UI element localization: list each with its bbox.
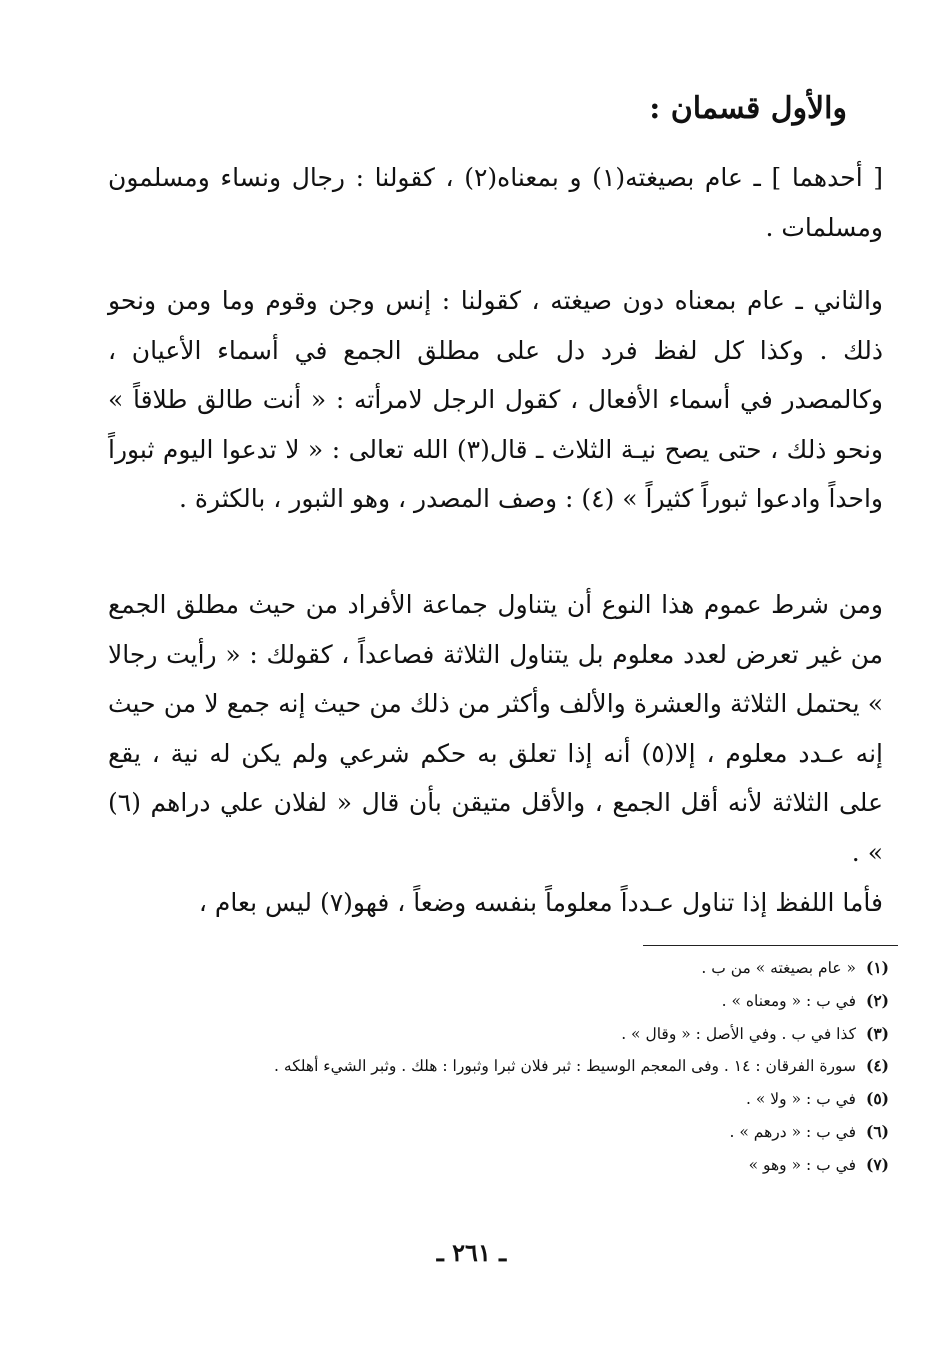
paragraph-1: [ أحدهما ] ـ عام بصيغته(١) و بمعناه(٢) ، كقولنا : رجال ونساء ومسلمون ومسلمات . — [108, 163, 884, 242]
section-heading: والأول قسمان : — [649, 91, 847, 126]
footnote-item — [69, 1083, 889, 1116]
footnote-number: (٦) — [865, 1121, 889, 1141]
footnote-number: (٣) — [865, 1023, 889, 1043]
paragraph-3: ومن شرط عموم هذا النوع أن يتناول جماعة الأفراد من حيث مطلق الجمع من غير تعرض لعدد معلوم بل يتناول الثلاثة فصاعداً ، كقولك : « رأيت رجالا » يحتمل الثلاثة والعشرة والألف وأكثر من ذلك من حيث إنه جمع لا من حيث إنه عـدد معلوم ، إلا(٥) أنه إذا تعلق به حكم شرعي ولم يكن له نية ، يقع على الثلاثة لأنه أقل الجمع ، والأقل متيقن بأن قال « لفلان علي دراهم (٦) » . — [108, 590, 884, 867]
footnote-item — [69, 1149, 889, 1182]
page-number: ـ ٢٦١ ـ — [436, 1238, 507, 1267]
footnote-item — [69, 952, 889, 985]
footnote-text: « عام بصيغته » من ب . — [701, 959, 856, 977]
footnote-text: في ب : « ومعناه » . — [721, 991, 856, 1010]
footnote-text: في ب : « درهم » . — [729, 1122, 856, 1141]
footnote-number: (٢) — [865, 990, 889, 1010]
footnote-text: في ب : « وهو » — [748, 1155, 856, 1174]
footnote-item — [69, 1116, 889, 1149]
footnotes-list — [69, 952, 889, 1182]
footnote-text: في ب : « ولا » . — [746, 1090, 856, 1109]
footnote-item — [69, 1018, 889, 1051]
footnote-number: (٧) — [865, 1154, 889, 1174]
footnote-number: (١) — [865, 958, 889, 977]
paragraph-2: والثاني ـ عام بمعناه دون صيغته ، كقولنا : إنس وجن وقوم وما ومن ونحو ذلك . وكذا كل لفظ فرد دل على مطلق الجمع في أسماء الأعيان ، وكالمصدر في أسماء الأفعال ، كقول الرجل لامرأته : « أنت طالق طلاقاً » ونحو ذلك ، حتى يصح نيـة الثلاث ـ قال(٣) الله تعالى : « لا تدعوا اليوم ثبوراً واحداً وادعوا ثبوراً كثيراً » (٤) : وصف المصدر ، وهو الثبور ، بالكثرة . — [108, 286, 883, 513]
footnote-item — [69, 985, 889, 1018]
footnote-number: (٤) — [865, 1056, 889, 1076]
footnote-divider — [643, 945, 898, 946]
footnote-text: كذا في ب . وفي الأصل : « وقال » . — [621, 1024, 856, 1043]
footnote-item — [69, 1050, 889, 1083]
paragraph-4: فأما اللفظ إذا تناول عـدداً معلوماً بنفسه وضعاً ، فهو(٧) ليس بعام ، — [198, 888, 883, 917]
footnote-number: (٥) — [865, 1089, 889, 1109]
footnote-text: سورة الفرقان : ١٤ . وفى المعجم الوسيط : ثبر فلان ثبرا وثبورا : هلك . وثبر الشيء أهلكه . — [274, 1057, 856, 1076]
